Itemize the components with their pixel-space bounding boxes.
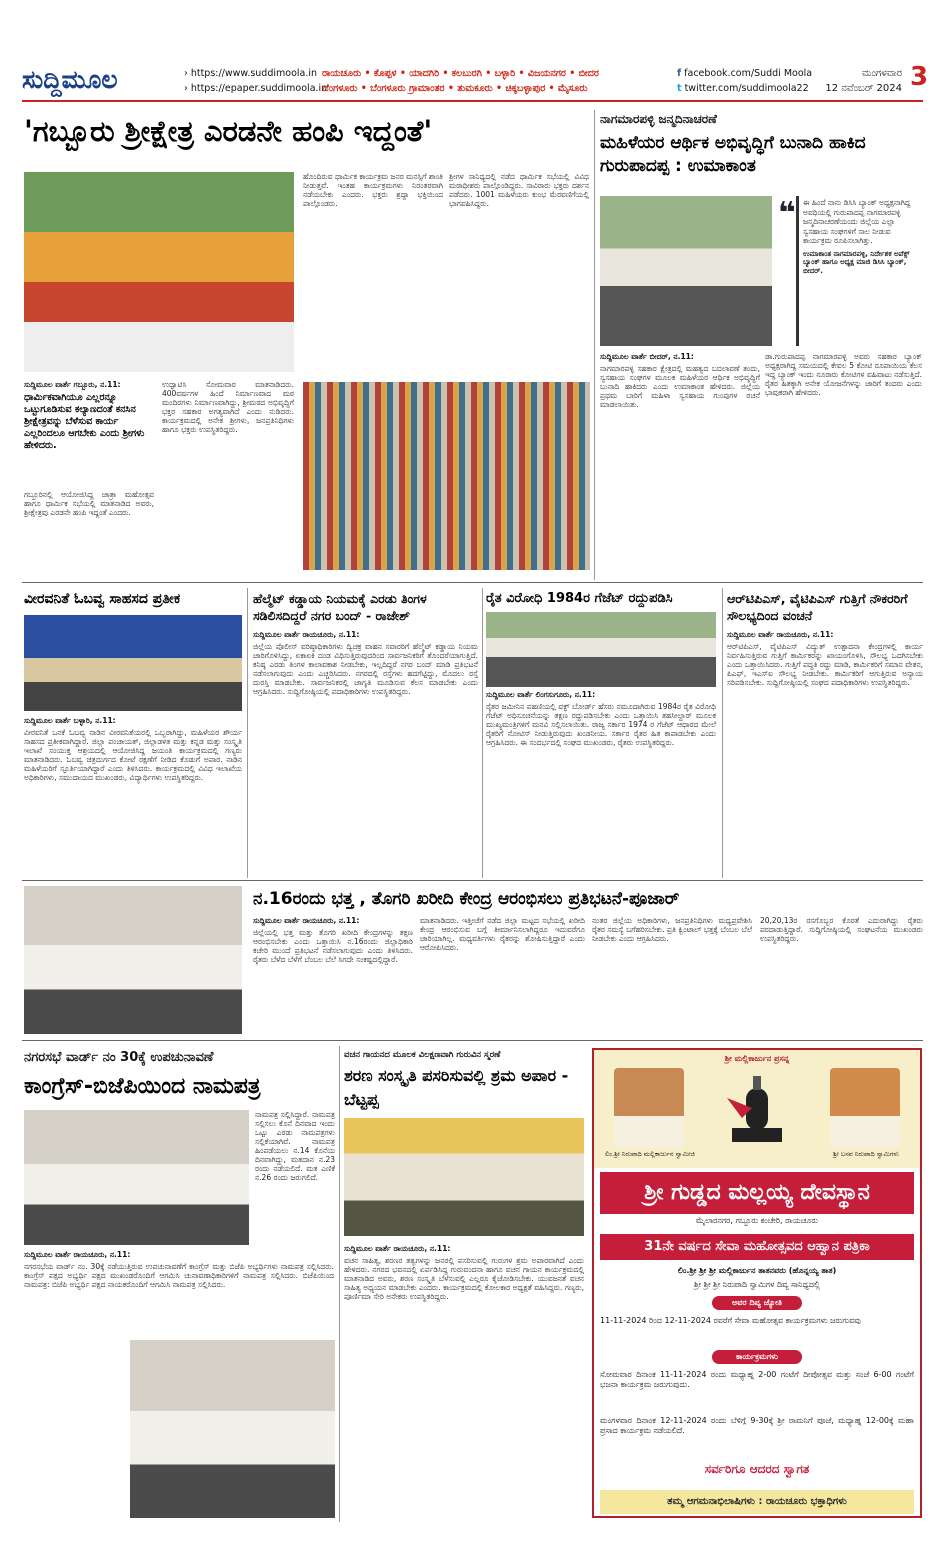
- shrama-body: ವಚನ ಸಾಹಿತ್ಯ, ಶರಣರ ತತ್ವಗಳನ್ನು ಜನರಲ್ಲಿ ಪಸರಿಸುವಲ್ಲಿ ಗುರುಗಳ ಶ್ರಮ ಅಪಾರವಾಗಿದೆ ಎಂದು ಹೇಳಿದರು. ನಗರದ ಭವನದಲ್ಲಿ ಏರ್ಪಡಿಸಿದ್ದ ಗುರುವಂದನಾ ಹಾಗೂ ವಚನ ಗಾಯನ ಕಾರ್ಯಕ್ರಮದಲ್ಲಿ ಮಾತನಾಡಿದ ಅವರು, ಶರಣ ಸಂಸ್ಕೃತಿ ಬೆಳೆಸುವಲ್ಲಿ ಎಲ್ಲರೂ ಕೈಜೋಡಿಸಬೇಕು. ಯುವಜನತೆ ವಚನ ಸಾಹಿತ್ಯ ಅಧ್ಯಯನ ಮಾಡಬೇಕು ಎಂದರು. ಕಾರ್ಯಕ್ರಮದಲ್ಲಿ ಕೋಲಕಾರ ಅಧ್ಯಕ್ಷತೆ ವಹಿಸಿದ್ದರು. ಗಣ್ಯರು, ಪೂರ್ಣಿಮಾ ಸೇರಿ ಅನೇಕರು ಉಪಸ್ಥಿತರಿದ್ದರು.: [344, 1256, 584, 1301]
- congress-kicker: ನಗರಸಭೆ ವಾರ್ಡ್ ನಂ 30ಕ್ಕೆ ಉಪಚುನಾವಣೆ: [24, 1050, 214, 1065]
- ad-program-1: ಸೋಮವಾರ ದಿನಾಂಕ 11-11-2024 ರಂದು ಮಧ್ಯಾಹ್ನ 2-00 ಗಂಟೆಗೆ ದೀಪೋತ್ಸವ ಮತ್ತು ಸಂಜೆ 6-00 ಗಂಟೆಗೆ ಭಜನಾ ಕಾರ್ಯಕ್ರಮ ಜರುಗುವುದು.: [600, 1370, 914, 1389]
- allowance-headline[interactable]: ನ.16ರಂದು ಭತ್ತ , ತೊಗರಿ ಖರೀದಿ ಕೇಂದ್ರ ಆರಂಭಿಸಲು ಪ್ರತಿಭಟನೆ-ಪೂಜಾರ್: [253, 889, 680, 909]
- obavva-photo[interactable]: [24, 615, 242, 711]
- column-divider: [482, 588, 483, 878]
- helmet-headline[interactable]: ಹೆಲ್ಮೆಟ್ ಕಡ್ಡಾಯ ನಿಯಮಕ್ಕೆ ಎರಡು ತಿಂಗಳ ಸಡಿಲಿಸದಿದ್ದರೆ ನಗರ ಬಂದ್ - ರಾಜೇಶ್: [253, 591, 427, 623]
- obavva-body: ವೀರವನಿತೆ ಒನಕೆ ಓಬವ್ವ ನಾಡಿನ ವೀರವನಿತೆಯರಲ್ಲಿ ಒಬ್ಬರಾಗಿದ್ದು, ಮಹಿಳೆಯರ ಶೌರ್ಯ ಸಾಹಸದ ಪ್ರತೀಕವಾಗಿದ್ದಾರೆ. ಜಿಲ್ಲಾ ಪಂಚಾಯತ್, ಜಿಲ್ಲಾಡಳಿತ ಮತ್ತು ಕನ್ನಡ ಮತ್ತು ಸಂಸ್ಕೃತಿ ಇಲಾಖೆ ಸಂಯುಕ್ತ ಆಶ್ರಯದಲ್ಲಿ ಆಯೋಜಿಸಿದ್ದ ಜಯಂತಿ ಕಾರ್ಯಕ್ರಮದಲ್ಲಿ ಗಣ್ಯರು ಮಾತನಾಡಿದರು. ಓಬವ್ವ ಚಿತ್ರದುರ್ಗದ ಕೋಟೆ ರಕ್ಷಣೆಗೆ ನೀಡಿದ ಕೊಡುಗೆ ಅಪಾರ. ನಾಡಿನ ಮಹಿಳೆಯರಿಗೆ ಸ್ಫೂರ್ತಿಯಾಗಿದ್ದಾರೆ ಎಂದು ತಿಳಿಸಿದರು. ಕಾರ್ಯಕ್ರಮದಲ್ಲಿ ವಿವಿಧ ಇಲಾಖೆಯ ಅಧಿಕಾರಿಗಳು, ಸಮುದಾಯದ ಮುಖಂಡರು, ವಿದ್ಯಾರ್ಥಿಗಳು ಉಪಸ್ಥಿತರಿದ್ದರು.: [24, 728, 242, 782]
- umakanth-headline[interactable]: ಮಹಿಳೆಯರ ಆರ್ಥಿಕ ಅಭಿವೃದ್ಧಿಗೆ ಬುನಾದಿ ಹಾಕಿದ ಗುರುಪಾದಪ್ಪ : ಉಮಾಕಾಂತ: [600, 133, 866, 176]
- gabburu-photo-seers[interactable]: [24, 172, 294, 372]
- masthead-urls: [184, 66, 327, 96]
- allowance-photo[interactable]: [24, 886, 242, 1034]
- umakanth-dateline: ಸುದ್ದಿಮೂಲ ವಾರ್ತೆ ಬೀದರ್, ನ.11:: [600, 352, 694, 361]
- helmet-body: ಜಿಲ್ಲೆಯ ಪೊಲೀಸ್ ವರಿಷ್ಠಾಧಿಕಾರಿಗಳು ದ್ವಿಚಕ್ರ ವಾಹನ ಸವಾರರಿಗೆ ಹೆಲ್ಮೆಟ್ ಕಡ್ಡಾಯ ನಿಯಮ ಜಾರಿಗೊಳಿಸಿದ್ದು, ಏಕಾಏಕಿ ದಂಡ ವಿಧಿಸುತ್ತಿರುವುದರಿಂದ ಸಾರ್ವಜನಿಕರಿಗೆ ತೊಂದರೆಯಾಗುತ್ತಿದೆ. ಕನಿಷ್ಠ ಎರಡು ತಿಂಗಳ ಕಾಲಾವಕಾಶ ನೀಡಬೇಕು, ಇಲ್ಲದಿದ್ದರೆ ನಗರ ಬಂದ್ ಮಾಡಿ ಪ್ರತಿಭಟನೆ ನಡೆಸಲಾಗುವುದು ಎಂದು ಎಚ್ಚರಿಸಿದರು. ನಗರದಲ್ಲಿ ರಸ್ತೆಗಳು ಹದಗೆಟ್ಟಿದ್ದು, ಮೊದಲು ರಸ್ತೆ ದುರಸ್ತಿ ಮಾಡಬೇಕು. ಸಾರ್ವಜನಿಕರಲ್ಲಿ ಜಾಗೃತಿ ಮೂಡಿಸುವ ಕೆಲಸ ಮಾಡಬೇಕು ಎಂದು ಆಗ್ರಹಿಸಿದರು. ಸುದ್ದಿಗೋಷ್ಠಿಯಲ್ಲಿ ಪದಾಧಿಕಾರಿಗಳು ಉಪಸ್ಥಿತರಿದ್ದರು.: [253, 642, 478, 696]
- ad-right-portrait: [830, 1068, 900, 1148]
- gabburu-lead: ಧಾರ್ಮಿಕವಾಗಿಯೂ ಎಲ್ಲರನ್ನೂ ಒಟ್ಟುಗೂಡಿಸುವ ಕಲ್ಯಾಣದಂತೆ ಕನಸಿನ ಶ್ರೀಕ್ಷೇತ್ರವನ್ನು ಬೆಳೆಸುವ ಕಾರ್ಯ ಎಲ್ಲರಿಂದಲೂ ಆಗಬೇಕು ಎಂದು ಶ್ರೀಗಳು ಹೇಳಿದರು.: [24, 392, 145, 451]
- edition-cities: [322, 66, 599, 96]
- shrama-dateline: ಸುದ್ದಿಮೂಲ ವಾರ್ತೆ ರಾಯಚೂರು, ನ.11:: [344, 1244, 451, 1253]
- ad-program-2: ಮಂಗಳವಾರ ದಿನಾಂಕ 12-11-2024 ರಂದು ಬೆಳಿಗ್ಗೆ 9-30ಕ್ಕೆ ಶ್ರೀ ರಾಮನಿಗೆ ಪೂಜೆ, ಮಧ್ಯಾಹ್ನ 12-00ಕ್ಕೆ ಮಹಾ ಪ್ರಸಾದ ಕಾರ್ಯಕ್ರಮ ನಡೆಯಲಿದೆ.: [600, 1416, 914, 1435]
- ad-pill-programs: ಕಾರ್ಯಕ್ರಮಗಳು: [712, 1350, 802, 1364]
- issue-date: [812, 66, 902, 96]
- congress-side: ನಾಮಪತ್ರ ಸಲ್ಲಿಸಿದ್ದಾರೆ. ನಾಮಪತ್ರ ಸಲ್ಲಿಸಲು ಕೊನೆ ದಿನವಾದ ಇಂದು ಒಟ್ಟು ಎರಡು ನಾಮಪತ್ರಗಳು ಸಲ್ಲಿಕೆಯಾಗಿವೆ. ನಾಮಪತ್ರ ಹಿಂಪಡೆಯಲು ನ.14 ಕೊನೆಯ ದಿನವಾಗಿದ್ದು, ಮತದಾನ ನ.23 ರಂದು ನಡೆಯಲಿದೆ. ಮತ ಎಣಿಕೆ ನ.26 ರಂದು ಜರುಗಲಿದೆ.: [255, 1110, 335, 1182]
- ad-invitation-band: 31ನೇ ವರ್ಷದ ಸೇವಾ ಮಹೋತ್ಸವದ ಆಹ್ವಾನ ಪತ್ರಿಕಾ: [600, 1234, 914, 1260]
- website-link[interactable]: › https://www.suddimoola.in: [184, 68, 318, 79]
- helmet-dateline: ಸುದ್ದಿಮೂಲ ವಾರ್ತೆ ರಾಯಚೂರು, ನ.11:: [253, 630, 360, 639]
- cities-row-2: ಬೆಂಗಳೂರು • ಬೆಂಗಳೂರು ಗ್ರಾಮಾಂತರ • ತುಮಕೂರು • ಚಿಕ್ಕಬಳ್ಳಾಪುರ • ಮೈಸೂರು: [322, 83, 588, 94]
- umakanth-col-2: ಡಾ.ಗುರುಪಾದಪ್ಪ ನಾಗಮಾರಪಳ್ಳಿ ಅವರು ಸಹಕಾರ ಬ್ಯಾಂಕ್ ಅಧ್ಯಕ್ಷರಾಗಿದ್ದ ಸಮಯದಲ್ಲಿ ಕೇವಲ 5 ಕೋಟಿ ರೂಪಾಯಿಯ ಕೆಲಸ ಇದ್ದ ಬ್ಯಾಂಕ್ ಇಂದು ನೂರಾರು ಕೋಟಿಗಳ ವಹಿವಾಟು ನಡೆಸುತ್ತಿದೆ. ರೈತರ ಹಿತಕ್ಕಾಗಿ ಅನೇಕ ಯೋಜನೆಗಳನ್ನು ಜಾರಿಗೆ ತಂದರು ಎಂದು ಭಾವುಕರಾಗಿ ಹೇಳಿದರು.: [765, 352, 922, 397]
- gazette-dateline: ಸುದ್ದಿಮೂಲ ವಾರ್ತೆ ಲಿಂಗಸುಗೂರು, ನ.11:: [486, 690, 596, 699]
- masthead: [22, 62, 929, 102]
- shrama-headline[interactable]: ಶರಣ ಸಂಸ್ಕೃತಿ ಪಸರಿಸುವಲ್ಲಿ ಶ್ರಮ ಅಪಾರ - ಬೆಟ್ಟಪ್ಪ: [344, 1066, 569, 1109]
- shrama-photo[interactable]: [344, 1118, 584, 1236]
- gabburu-col-4: ಶ್ರೀಗಳ ಸಾನಿಧ್ಯದಲ್ಲಿ ನಡೆದ ಧಾರ್ಮಿಕ ಸಭೆಯಲ್ಲಿ ವಿವಿಧ ಮಠಾಧೀಶರು ಪಾಲ್ಗೊಂಡಿದ್ದರು. ಸಾವಿರಾರು ಭಕ್ತರು ದರ್ಶನ ಪಡೆದರು. 1001 ಮಹಿಳೆಯರು ಕುಂಭ ಮೆರವಣಿಗೆಯಲ್ಲಿ ಭಾಗವಹಿಸಿದ್ದರು.: [449, 172, 589, 208]
- ad-left-portrait: [614, 1068, 684, 1148]
- ad-footer: ತಮ್ಮ ಆಗಮನಾಭಿಲಾಷಿಗಳು : ರಾಯಚೂರು ಭಕ್ತಾಧಿಗಳು: [600, 1490, 914, 1514]
- congress-photo-2[interactable]: [130, 1340, 335, 1518]
- column-divider: [247, 588, 248, 878]
- ad-pill-jyoti: ಅವರ ದಿವ್ಯ ಜ್ಯೋತಿ: [712, 1296, 802, 1310]
- allowance-col-4: 20,20,13ರ ರಸಗೊಬ್ಬರ ಕೊರತೆ ಎದುರಾಗಿದ್ದು ರೈತರು ಪರದಾಡುತ್ತಿದ್ದಾರೆ. ಸುದ್ದಿಗೋಷ್ಠಿಯಲ್ಲಿ ಸಂಘಟನೆಯ ಮುಖಂಡರು ಉಪಸ್ಥಿತರಿದ್ದರು.: [760, 916, 923, 943]
- rtps-headline[interactable]: ಆರ್‌ಟಿಪಿಎಸ್, ವೈಟಿಪಿಎಸ್ ಗುತ್ತಿಗೆ ನೌಕರರಿಗೆ ಸೌಲಭ್ಯದಿಂದ ವಂಚನೆ: [727, 591, 908, 623]
- congress-dateline: ಸುದ್ದಿಮೂಲ ವಾರ್ತೆ ರಾಯಚೂರು, ನ.11:: [24, 1250, 131, 1259]
- gabburu-dateline: ಸುದ್ದಿಮೂಲ ವಾರ್ತೆ ಗಬ್ಬೂರು, ನ.11:: [24, 380, 121, 389]
- ad-title: ಶ್ರೀ ಗುಡ್ಡದ ಮಲ್ಲಯ್ಯ ದೇವಸ್ಥಾನ: [600, 1172, 914, 1214]
- facebook-icon: f: [677, 68, 682, 79]
- obavva-headline[interactable]: ವೀರವನಿತೆ ಓಬವ್ವ ಸಾಹಸದ ಪ್ರತೀಕ: [24, 591, 181, 607]
- column-divider: [339, 1046, 340, 1522]
- ad-header-panel: [594, 1050, 920, 1168]
- gabburu-col-3: ಹೊಂದಿರುವ ಧಾರ್ಮಿಕ ಕಾರ್ಯಕ್ರಮ ಜನರ ಮನಸ್ಸಿಗೆ ಶಾಂತಿ ನೀಡುತ್ತವೆ. ಇಂತಹ ಕಾರ್ಯಕ್ರಮಗಳು ನಿರಂತರವಾಗಿ ನಡೆಯಬೇಕು ಎಂದರು. ಭಕ್ತರು ಶ್ರದ್ಧಾ ಭಕ್ತಿಯಿಂದ ಪಾಲ್ಗೊಂಡರು.: [303, 172, 443, 208]
- section-divider: [22, 582, 923, 583]
- ad-welcome: ಸರ್ವರಿಗೂ ಆದರದ ಸ್ವಾಗತ: [704, 1462, 810, 1476]
- allowance-col-2: ಮಾತನಾಡಿದರು. ಇತ್ತೀಚೆಗೆ ನಡೆದ ಜಿಲ್ಲಾ ಮಟ್ಟದ ಸಭೆಯಲ್ಲಿ ಖರೀದಿ ಕೇಂದ್ರ ಆರಂಭಿಸುವ ಬಗ್ಗೆ ತೀರ್ಮಾನಿಸಲಾಗಿದ್ದರೂ ಇದುವರೆಗೂ ಜಾರಿಯಾಗಿಲ್ಲ. ಮಧ್ಯವರ್ತಿಗಳು ರೈತರನ್ನು ಶೋಷಿಸುತ್ತಿದ್ದಾರೆ ಎಂದು ಆರೋಪಿಸಿದರು.: [420, 916, 585, 952]
- ad-presence: ಲಿಂ.ಶ್ರೀ ಶ್ರೀ ಶ್ರೀ ಮಲ್ಲಿಕಾರ್ಜುನ ತಾತನವರು (ಹೊನ್ನಯ್ಯ ತಾತ): [677, 1266, 837, 1275]
- obavva-dateline: ಸುದ್ದಿಮೂಲ ವಾರ್ತೆ ಬಳ್ಳಾರಿ, ನ.11:: [24, 716, 116, 725]
- gabburu-col-1: ಗಬ್ಬೂರಿನಲ್ಲಿ ಆಯೋಜಿಸಿದ್ದ ಜಾತ್ರಾ ಮಹೋತ್ಸವ ಹಾಗೂ ಧಾರ್ಮಿಕ ಸಭೆಯಲ್ಲಿ ಮಾತನಾಡಿದ ಅವರು, ಶ್ರೀಕ್ಷೇತ್ರವು ಎರಡನೇ ಹಂಪಿ ಇದ್ದಂತೆ ಎಂದರು.: [24, 490, 154, 517]
- rtps-body: ಆರ್‌ಟಿಪಿಎಸ್, ವೈಟಿಪಿಎಸ್ ವಿದ್ಯುತ್ ಉತ್ಪಾದನಾ ಕೇಂದ್ರಗಳಲ್ಲಿ ಕಾರ್ಯ ನಿರ್ವಹಿಸುತ್ತಿರುವ ಗುತ್ತಿಗೆ ಕಾರ್ಮಿಕರನ್ನು ಖಾಯಂಗೊಳಿಸಿ, ಸೌಲಭ್ಯ ಒದಗಿಸಬೇಕು ಎಂದು ಒತ್ತಾಯಿಸಿದರು. ಗುತ್ತಿಗೆ ಪದ್ಧತಿ ರದ್ದು ಮಾಡಿ, ಕಾರ್ಮಿಕರಿಗೆ ಸಮಾನ ವೇತನ, ಪಿಎಫ್, ಇಎಸ್‌ಐ ಸೌಲಭ್ಯ ನೀಡಬೇಕು. ಕಾರ್ಮಿಕರಿಗೆ ಆಗುತ್ತಿರುವ ಅನ್ಯಾಯ ಸರಿಪಡಿಸಬೇಕು. ಸುದ್ದಿಗೋಷ್ಠಿಯಲ್ಲಿ ಸಂಘದ ಪದಾಧಿಕಾರಿಗಳು ಉಪಸ್ಥಿತರಿದ್ದರು.: [727, 642, 923, 687]
- epaper-link[interactable]: › https://epaper.suddimoola.in: [184, 83, 328, 94]
- cities-row-1: ರಾಯಚೂರು • ಕೊಪ್ಪಳ • ಯಾದಗಿರಿ • ಕಲಬುರಗಿ • ಬಳ್ಳಾರಿ • ವಿಜಯನಗರ • ಬೀದರ: [322, 68, 599, 79]
- column-divider: [722, 588, 723, 878]
- shrama-kicker: ವಚನ ಗಾಯನದ ಮೂಲಕ ವಿಲಕ್ಷಣವಾಗಿ ಗುರುವಿನ ಸ್ಮರಣೆ: [344, 1050, 501, 1060]
- congress-photo-1[interactable]: [24, 1110, 249, 1245]
- quote-icon: ❝: [778, 196, 796, 231]
- ad-top-label: ಶ್ರೀ ಮಲ್ಲಿಕಾರ್ಜುನ ಪ್ರಸನ್ನ: [724, 1054, 790, 1063]
- facebook-link[interactable]: f facebook.com/Suddi Moola: [677, 68, 813, 79]
- issue-date-text: 12 ನವೆಂಬರ್ 2024: [825, 83, 902, 94]
- issue-day: ಮಂಗಳವಾರ: [861, 68, 902, 79]
- allowance-col-1: ಜಿಲ್ಲೆಯಲ್ಲಿ ಭತ್ತ ಮತ್ತು ತೊಗರಿ ಖರೀದಿ ಕೇಂದ್ರಗಳನ್ನು ತಕ್ಷಣ ಆರಂಭಿಸಬೇಕು ಎಂದು ಒತ್ತಾಯಿಸಿ ನ.16ರಂದು ಜಿಲ್ಲಾಧಿಕಾರಿ ಕಚೇರಿ ಮುಂದೆ ಪ್ರತಿಭಟನೆ ನಡೆಸಲಾಗುವುದು ಎಂದು ತಿಳಿಸಿದರು. ರೈತರು ಬೆಳೆದ ಬೆಳೆಗೆ ಬೆಂಬಲ ಬೆಲೆ ಸಿಗದೇ ಸಂಕಷ್ಟದಲ್ಲಿದ್ದಾರೆ.: [253, 928, 413, 964]
- twitter-icon: t: [677, 83, 682, 94]
- ad-left-caption: ಲಿಂ.ಶ್ರೀ ನಿರುಪಾದಿ ಮಲ್ಲಿಕಾರ್ಜುನ ಸ್ವಾಮೀಜಿ: [605, 1150, 695, 1158]
- umakanth-kicker: ನಾಗಮಾರಪಳ್ಳಿ ಜನ್ಮದಿನಾಚರಣೆ: [600, 112, 717, 126]
- rtps-dateline: ಸುದ್ದಿಮೂಲ ವಾರ್ತೆ ರಾಯಚೂರು, ನ.11:: [727, 630, 834, 639]
- twitter-link[interactable]: t twitter.com/suddimoola22: [677, 83, 809, 94]
- page-number: 3: [910, 62, 929, 92]
- ad-address: ಮೈಲಾರನಗರ, ಗಬ್ಬೂರು ಕಂಚೇರಿ, ರಾಯಚೂರು: [695, 1216, 819, 1225]
- gazette-body: ರೈತರ ಜಮೀನಿನ ಪಹಣಿಯಲ್ಲಿ ವಕ್ಫ್ ಬೋರ್ಡ್ ಹೆಸರು ನಮೂದಾಗಿರುವ 1984ರ ರೈತ ವಿರೋಧಿ ಗೆಜೆಟ್ ಅಧಿಸೂಚನೆಯನ್ನು ತಕ್ಷಣ ರದ್ದುಪಡಿಸಬೇಕು ಎಂದು ಒತ್ತಾಯಿಸಿ ತಹಸೀಲ್ದಾರ್ ಮೂಲಕ ಮುಖ್ಯಮಂತ್ರಿಗಳಿಗೆ ಮನವಿ ಸಲ್ಲಿಸಲಾಯಿತು. ರಾಜ್ಯ ಸರ್ಕಾರ 1974 ರ ಗೆಜೆಟ್ ಆಧಾರದ ಮೇಲೆ ರೈತರಿಗೆ ನೋಟಿಸ್ ನೀಡುತ್ತಿರುವುದು ಖಂಡನೀಯ. ಸರ್ಕಾರ ರೈತರ ಹಿತ ಕಾಪಾಡಬೇಕು ಎಂದು ಆಗ್ರಹಿಸಿದರು. ಈ ಸಂದರ್ಭದಲ್ಲಿ ಸಂಘದ ಮುಖಂಡರು, ರೈತರು ಉಪಸ್ಥಿತರಿದ್ದರು.: [486, 702, 716, 747]
- social-links: [677, 66, 812, 96]
- gazette-photo[interactable]: [486, 612, 716, 687]
- quote-attribution: ಉಮಾಕಾಂತ ನಾಗಮಾರಪಳ್ಳಿ, ನಿರ್ದೇಶಕ ಅಪೆಕ್ಸ್ ಬ್ಯಾಂಕ್ ಹಾಗೂ ಅಧ್ಯಕ್ಷ ಮಾಜಿ ಡಿಸಿಸಿ ಬ್ಯಾಂಕ್, ಬೀದರ್.: [803, 249, 910, 275]
- column-divider: [594, 110, 595, 580]
- umakanth-col-1: ನಾಗಮಾರಪಳ್ಳಿ ಸಹಕಾರ ಕ್ಷೇತ್ರದಲ್ಲಿ ಮಹತ್ವದ ಬದಲಾವಣೆ ತಂದು, ಸ್ವಸಹಾಯ ಸಂಘಗಳ ಮೂಲಕ ಮಹಿಳೆಯರ ಆರ್ಥಿಕ ಅಭಿವೃದ್ಧಿಗೆ ಬುನಾದಿ ಹಾಕಿದರು ಎಂದು ಉಮಾಕಾಂತ ಹೇಳಿದರು. ಜಿಲ್ಲೆಯ ಪ್ರಥಮ ಬಾರಿಗೆ ಮಹಿಳಾ ಸ್ವಸಹಾಯ ಗುಂಪುಗಳ ರಚನೆ ಮಾಡಲಾಯಿತು.: [600, 364, 760, 409]
- ad-presence-2: ಶ್ರೀ ಶ್ರೀ ಶ್ರೀ ನಿರುಪಾದಿ ಸ್ವಾಮಿಗಳ ದಿವ್ಯ ಸಾನಿಧ್ಯದಲ್ಲಿ: [694, 1280, 820, 1289]
- gabburu-col-2: ಉದ್ಘಾಟಿಸಿ ಸೋಮವಾರ ಮಾತನಾಡಿದರು. 400ವರ್ಷಗಳ ಹಿಂದೆ ನಿರ್ಮಾಣವಾದ ಮಠ ಮಂದಿರಗಳು ನಿರ್ಮಾಣವಾಗಿದ್ದು, ಶ್ರೀಮಠದ ಅಭಿವೃದ್ಧಿಗೆ ಭಕ್ತರ ಸಹಕಾರ ಅಗತ್ಯವಾಗಿದೆ ಎಂದು ನುಡಿದರು. ಕಾರ್ಯಕ್ರಮದಲ್ಲಿ ಅನೇಕ ಶ್ರೀಗಳು, ಜನಪ್ರತಿನಿಧಿಗಳು ಹಾಗೂ ಭಕ್ತರು ಉಪಸ್ಥಿತರಿದ್ದರು.: [162, 380, 294, 434]
- gazette-headline[interactable]: ರೈತ ವಿರೋಧಿ 1984ರ ಗೆಜೆಟ್ ರದ್ದುಪಡಿಸಿ: [486, 591, 673, 606]
- congress-body: ನಗರಸಭೆಯ ವಾರ್ಡ್ ನಂ. 30ಕ್ಕೆ ನಡೆಯುತ್ತಿರುವ ಉಪಚುನಾವಣೆಗೆ ಕಾಂಗ್ರೆಸ್ ಮತ್ತು ಬಿಜೆಪಿ ಅಭ್ಯರ್ಥಿಗಳು ನಾಮಪತ್ರ ಸಲ್ಲಿಸಿದರು. ಕಾಂಗ್ರೆಸ್ ಪಕ್ಷದ ಅಭ್ಯರ್ಥಿ ಪಕ್ಷದ ಮುಖಂಡರೊಂದಿಗೆ ಆಗಮಿಸಿ ಚುನಾವಣಾಧಿಕಾರಿಗಳಿಗೆ ನಾಮಪತ್ರ ಸಲ್ಲಿಸಿದರು. ಬಿಜೆಪಿಯಿಂದ ನಾಮಪತ್ರ: ಬಿಜೆಪಿ ಅಭ್ಯರ್ಥಿ ಪಕ್ಷದ ನಾಯಕರೊಂದಿಗೆ ಆಗಮಿಸಿ ನಾಮಪತ್ರ ಸಲ್ಲಿಸಿದರು.: [24, 1262, 334, 1289]
- temple-advertisement[interactable]: [592, 1048, 922, 1518]
- section-divider: [22, 1040, 923, 1041]
- section-divider: [22, 880, 923, 881]
- gabburu-photo-crowd[interactable]: [303, 382, 590, 570]
- shiva-linga-icon: [722, 1068, 792, 1154]
- gabburu-headline[interactable]: 'ಗಬ್ಬೂರು ಶ್ರೀಕ್ಷೇತ್ರ ಎರಡನೇ ಹಂಪಿ ಇದ್ದಂತೆ': [24, 114, 433, 148]
- umakanth-photo[interactable]: [600, 196, 772, 346]
- allowance-dateline: ಸುದ್ದಿಮೂಲ ವಾರ್ತೆ ರಾಯಚೂರು, ನ.11:: [253, 916, 360, 925]
- umakanth-quote: ಈ ಹಿಂದೆ ನಾನು ಡಿಸಿಸಿ ಬ್ಯಾಂಕ್ ಅಧ್ಯಕ್ಷನಾಗಿದ್ದ ಅವಧಿಯಲ್ಲಿ ಗುರುಪಾದಪ್ಪ ನಾಗಮಾರಪಳ್ಳಿ ಜನ್ಮದಿನಾಚರಣೆಯಂದು ಜಿಲ್ಲೆಯ ಎಲ್ಲಾ ಸ್ವಸಹಾಯ ಸಂಘಗಳಿಗೆ ಸಾಲ ನೀಡುವ ಕಾರ್ಯಕ್ರಮ ರೂಪಿಸಲಾಗಿತ್ತು. ಉಮಾಕಾಂತ ನಾಗಮಾರಪಳ್ಳಿ, ನಿರ್ದೇಶಕ ಅಪೆಕ್ಸ್ ಬ್ಯಾಂಕ್ ಹಾಗೂ ಅಧ್ಯಕ್ಷ ಮಾಜಿ ಡಿಸಿಸಿ ಬ್ಯಾಂಕ್, ಬೀದರ್.: [796, 196, 918, 346]
- congress-headline[interactable]: ಕಾಂಗ್ರೆಸ್-ಬಿಜೆಪಿಯಿಂದ ನಾಮಪತ್ರ: [24, 1074, 261, 1099]
- allowance-col-3: ನಂತರ ಜಿಲ್ಲೆಯ ಅಧಿಕಾರಿಗಳು, ಜನಪ್ರತಿನಿಧಿಗಳು ಮಧ್ಯಪ್ರವೇಶಿಸಿ ರೈತರ ಸಮಸ್ಯೆ ಬಗೆಹರಿಸಬೇಕು. ಪ್ರತಿ ಕ್ವಿಂಟಾಲ್ ಭತ್ತಕ್ಕೆ ಬೆಂಬಲ ಬೆಲೆ ನೀಡಬೇಕು ಎಂದು ಆಗ್ರಹಿಸಿದರು.: [592, 916, 752, 943]
- ad-date-line: 11-11-2024 ರಿಂದ 12-11-2024 ರವರೆಗೆ ಸೇವಾ ಮಹೋತ್ಸವ ಕಾರ್ಯಕ್ರಮಗಳು ಜರುಗುವವು: [600, 1316, 861, 1325]
- newspaper-logo[interactable]: ಸುದ್ದಿಮೂಲ: [22, 65, 118, 94]
- ad-right-caption: ಶ್ರೀ ಬಸವ ನಿರುಪಾದಿ ಸ್ವಾಮಿಗಳು: [833, 1150, 899, 1158]
